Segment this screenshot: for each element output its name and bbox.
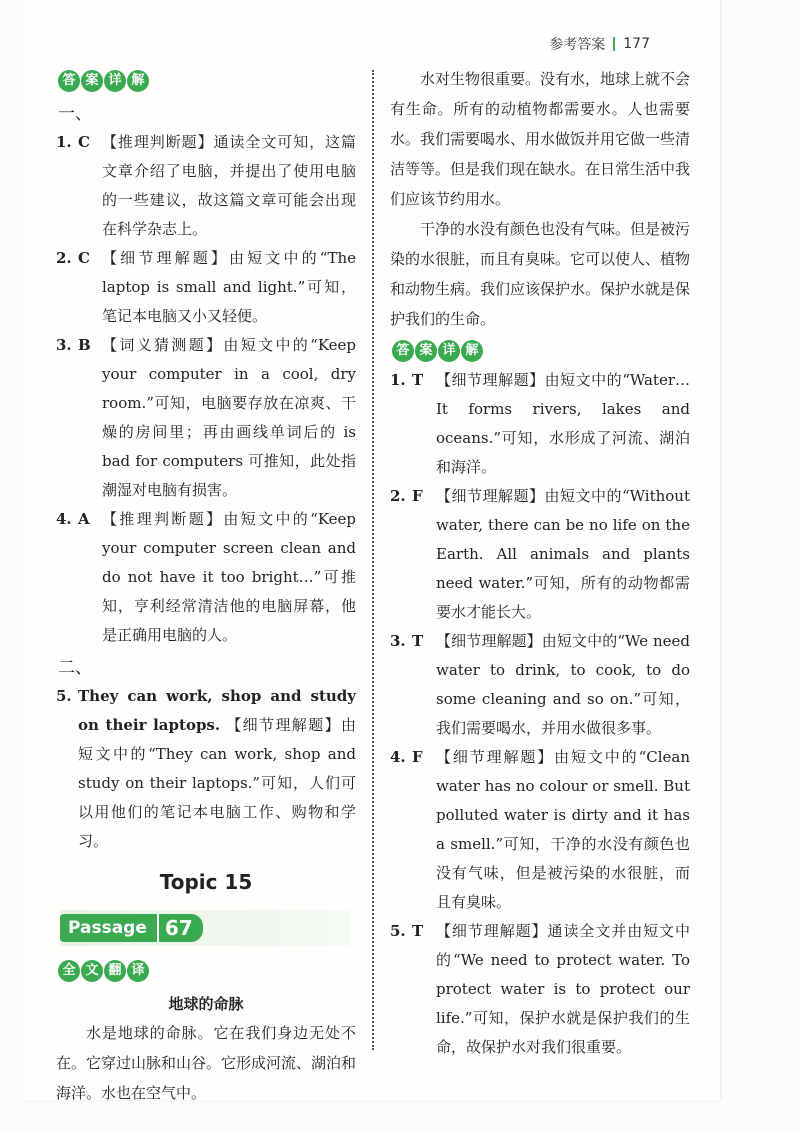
answer-item: 2. F 【细节理解题】由短文中的“Without water, there can be no life on the Earth. All animals and plants need water.”可知，所有的动物都需要水才能长大。 (390, 487, 690, 621)
section-heading-1: 一、 (58, 104, 92, 124)
full-translation-badge: 全 文 翻 译 (58, 960, 149, 982)
answer-item: 3. B 【词义猜测题】由短文中的“Keep your computer in a cool, dry room.”可知，电脑要存放在凉爽、干燥的房间里；再由画线单词后的 is bad for computers 可推知，此处指潮湿对电脑有损害。 (56, 336, 356, 499)
header-section: 参考答案 (549, 37, 606, 53)
right-column (390, 64, 690, 1062)
column-divider (372, 70, 374, 1050)
passage-number: 67 (157, 914, 203, 942)
translation-paragraph: 水对生物很重要。没有水，地球上就不会有生命。所有的动植物都需要水。人也需要水。我们需要喝水、用水做饭并用它做一些清洁等等。但是我们现在缺水。在日常生活中我们应该节约用水。 (390, 70, 691, 208)
answer-item: 5. T 【细节理解题】通读全文并由短文中的“We need to protect water. To protect water is to protect our life.”可知，保护水就是保护我们的生命，故保护水对我们很重要。 (390, 922, 690, 1056)
answer-item: 3. T 【细节理解题】由短文中的“We need water to drink, to cook, to do some cleaning and so on.”可知，我们需要喝水，并用水做很多事。 (390, 632, 690, 737)
answer-explanation-badge: 答 案 详 解 (58, 70, 149, 92)
answer-item: 5. They can work, shop and study on their laptops. 【细节理解题】由短文中的“They can work, shop and study on their laptops.”可知，人们可以用他们的笔记本电脑工作、购物和学习。 (56, 687, 356, 850)
answer-text: They can work, shop and study on their laptops. (78, 687, 356, 734)
page (22, 0, 720, 1100)
page-number: 177 (623, 36, 650, 52)
passage-banner (60, 910, 350, 946)
page-header (549, 34, 650, 54)
translation-paragraph: 干净的水没有颜色也没有气味。但是被污染的水很脏，而且有臭味。它可以使人、植物和动物生病。我们应该保护水。保护水就是保护我们的生命。 (390, 220, 691, 328)
translation-paragraph: 水是地球的命脉。它在我们身边无处不在。它穿过山脉和山谷。它形成河流、湖泊和海洋。水也在空气中。 (56, 1024, 357, 1102)
answer-item: 1. C 【推理判断题】通读全文可知，这篇文章介绍了电脑，并提出了使用电脑的一些建议，故这篇文章可能会出现在科学杂志上。 (56, 133, 356, 238)
header-divider (613, 37, 615, 51)
topic-title: Topic 15 (159, 870, 253, 894)
passage-label: Passage (60, 914, 157, 942)
answer-item: 4. F 【细节理解题】由短文中的“Clean water has no colour or smell. But polluted water is dirty and it has a smell.”可知，干净的水没有颜色也没有气味，但是被污染的水很脏，而且有臭味。 (390, 748, 690, 911)
answer-explanation-badge: 答 案 详 解 (392, 340, 483, 362)
answer-item: 1. T 【细节理解题】由短文中的“Water… It forms rivers, lakes and oceans.”可知，水形成了河流、湖泊和海洋。 (390, 371, 690, 476)
answer-item: 4. A 【推理判断题】由短文中的“Keep your computer screen clean and do not have it too bright…”可推知，亨利经常清洁他的电脑屏幕，他是正确用电脑的人。 (56, 510, 356, 644)
answer-item: 2. C 【细节理解题】由短文中的“The laptop is small and light.”可知，笔记本电脑又小又轻便。 (56, 249, 356, 325)
section-heading-2: 二、 (58, 658, 92, 678)
translation-title: 地球的命脉 (168, 995, 244, 1013)
left-column (56, 64, 356, 1108)
